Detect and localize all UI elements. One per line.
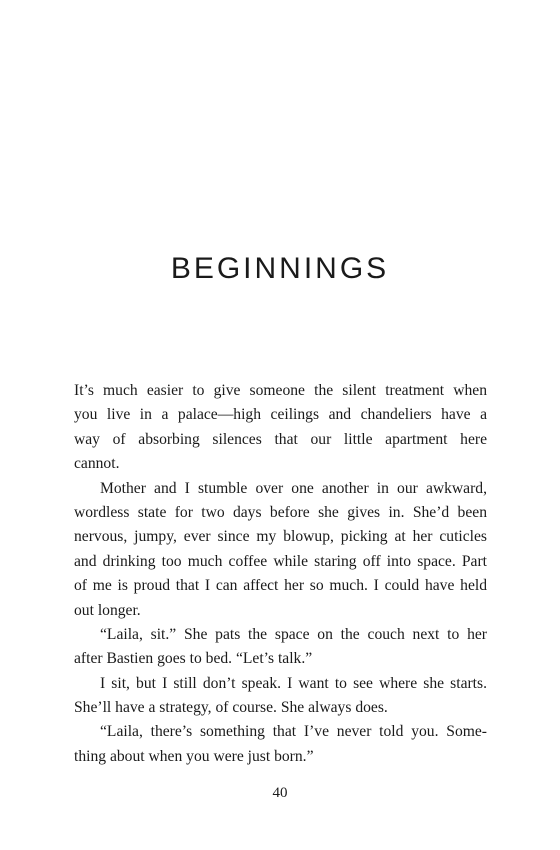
text-line: wordless state for two days before she gives in. She’d been <box>74 503 487 521</box>
text-line: “Laila, sit.” She pats the space on the couch next to her <box>100 625 487 643</box>
paragraph <box>74 672 487 721</box>
text-line: after Bastien goes to bed. “Let’s talk.” <box>74 650 313 668</box>
text-line: and drinking too much coffee while staring off into space. Part <box>74 552 487 570</box>
text-line: Mother and I stumble over one another in our awkward, <box>100 479 487 497</box>
text-line: nervous, jumpy, ever since my blowup, picking at her cuticles <box>74 528 487 546</box>
text-line: of me is proud that I can affect her so much. I could have held <box>74 577 487 595</box>
text-line: She’ll have a strategy, of course. She always does. <box>74 699 388 717</box>
paragraph <box>74 623 487 672</box>
paragraph <box>74 720 487 769</box>
text-line: cannot. <box>74 455 120 473</box>
page-number: 40 <box>272 785 288 801</box>
text-line: It’s much easier to give someone the silent treatment when <box>74 382 487 399</box>
text-line: I sit, but I still don’t speak. I want to see where she starts. <box>100 674 487 692</box>
text-line: out longer. <box>74 601 141 619</box>
chapter-title: BEGINNINGS <box>170 252 390 285</box>
paragraph <box>74 477 487 623</box>
text-line: way of absorbing silences that our little apartment here <box>74 430 487 448</box>
text-line: thing about when you were just born.” <box>74 747 314 765</box>
text-line: “Laila, there’s something that I’ve never told you. Some- <box>100 723 487 741</box>
paragraph <box>74 379 487 477</box>
body-text <box>74 379 487 769</box>
text-line: you live in a palace—high ceilings and chandeliers have a <box>74 406 487 424</box>
